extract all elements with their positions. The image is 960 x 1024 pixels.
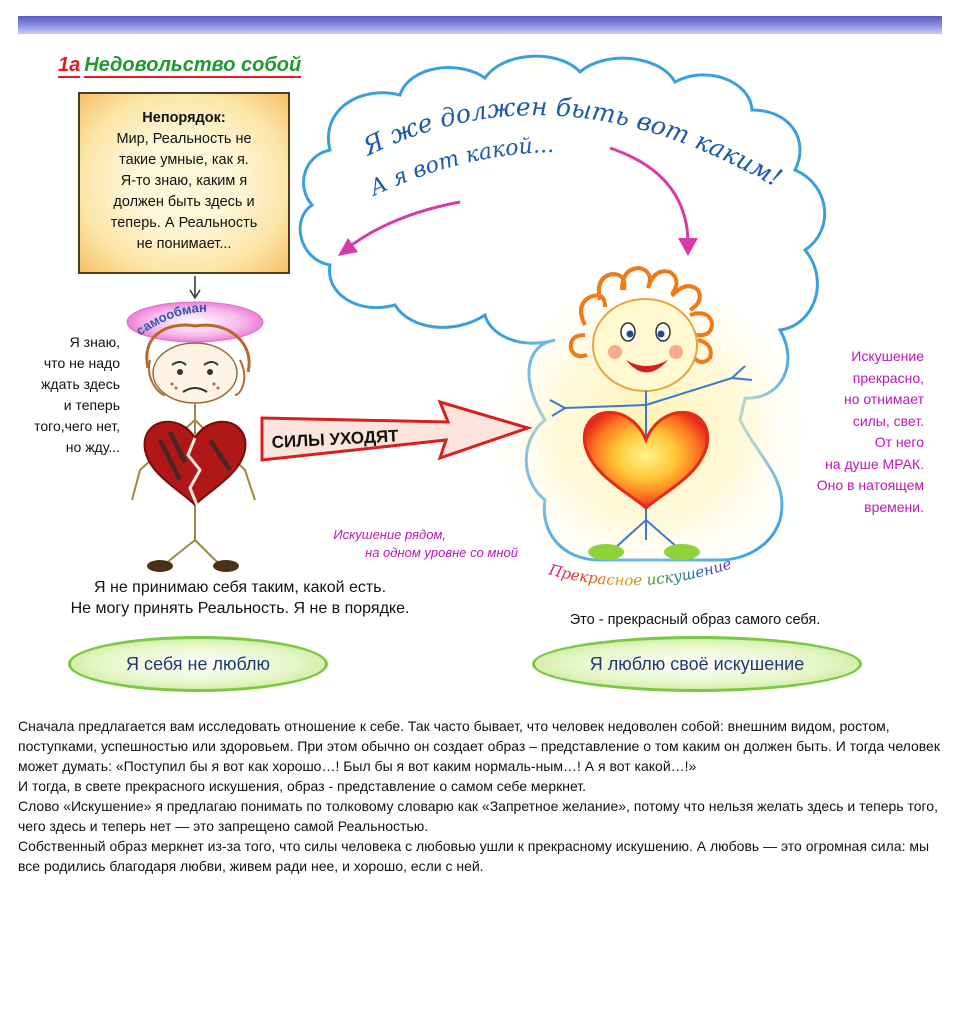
nearby-line: на одном уровне со мной xyxy=(365,545,518,560)
sad-figure xyxy=(132,325,255,572)
left-line: и теперь xyxy=(63,397,120,413)
beautiful-image-caption: Это - прекрасный образ самого себя. xyxy=(569,612,821,628)
left-line: что не надо xyxy=(43,355,120,371)
not-accept-line: Не могу принять Реальность. Я не в порядке. xyxy=(70,600,410,617)
disorder-box xyxy=(78,92,290,274)
disorder-line: Мир, Реальность не xyxy=(116,131,252,147)
not-accept-caption xyxy=(30,577,450,619)
right-line: От него xyxy=(874,434,924,450)
right-line: Искушение xyxy=(851,348,924,364)
left-line: Я знаю, xyxy=(69,334,120,350)
section-title-text: Недовольство собой xyxy=(84,54,302,76)
left-line: ждать здесь xyxy=(41,376,120,392)
disorder-line: не понимает... xyxy=(136,236,232,252)
nearby-note xyxy=(288,526,518,562)
disorder-line: должен быть здесь и xyxy=(113,194,255,210)
not-accept-line: Я не принимаю себя таким, какой есть. xyxy=(93,579,387,596)
disorder-line: такие умные, как я. xyxy=(119,152,249,168)
disorder-line: Я-то знаю, каким я xyxy=(120,173,248,189)
paragraph: Сначала предлагается вам исследовать отношение к себе. Так часто бывает, что человек недоволен собой: внешним видом, ростом, поступками, успешностью или здоровьем. При этом обычно он создает образ – представление о том каким он должен быть. И тогда человек может думать: «Поступил бы я вот как хорошо…! Был бы я вот каким нормаль-ным…! А я вот какой…!» xyxy=(18,718,940,774)
rainbow-label: Прекрасное искушение xyxy=(547,554,734,590)
oval-no-self-love: Я себя не люблю xyxy=(68,636,328,692)
disorder-heading: Непорядок: xyxy=(142,110,226,126)
right-line: силы, свет. xyxy=(852,412,924,429)
halo-label: самообман xyxy=(133,299,208,339)
cloud-line-2: А я вот какой... xyxy=(366,132,555,202)
right-line: Оно в натоящем xyxy=(816,477,924,493)
left-monologue xyxy=(20,332,120,458)
paragraph: Слово «Искушение» я предлагаю понимать по толковому словарю как «Запретное желание», потому что нельзя желать здесь и теперь того, чего здесь и теперь нет — это запрещено самой Реальностью. xyxy=(18,798,938,834)
temptation-note xyxy=(786,346,924,518)
oval-love-temptation: Я люблю своё искушение xyxy=(532,636,862,692)
cloud-line-1: Я же должен быть вот каким! xyxy=(358,92,788,193)
nearby-line: Искушение рядом, xyxy=(333,527,446,542)
disorder-line: теперь. А Реальность xyxy=(110,215,258,231)
right-line: на душе МРАК. xyxy=(825,455,924,472)
left-line: того,чего нет, xyxy=(34,418,120,434)
forces-arrow-label: СИЛЫ УХОДЯТ xyxy=(271,426,400,452)
right-line: но отнимает xyxy=(844,391,924,407)
right-line: прекрасно, xyxy=(852,369,924,386)
section-number: 1а xyxy=(58,54,81,76)
paragraph: И тогда, в свете прекрасного искушения, образ - представление о самом себе меркнет. xyxy=(18,778,587,794)
right-line: времени. xyxy=(864,498,924,515)
paragraph: Собственный образ меркнет из-за того, что силы человека с любовью ушли к прекрасному искушению. А любовь — это огромная сила: мы все родились благодаря любви, живем ради нее, и хорошо, если с ней. xyxy=(18,838,930,874)
body-text xyxy=(18,716,942,876)
left-line: но жду... xyxy=(65,439,120,455)
